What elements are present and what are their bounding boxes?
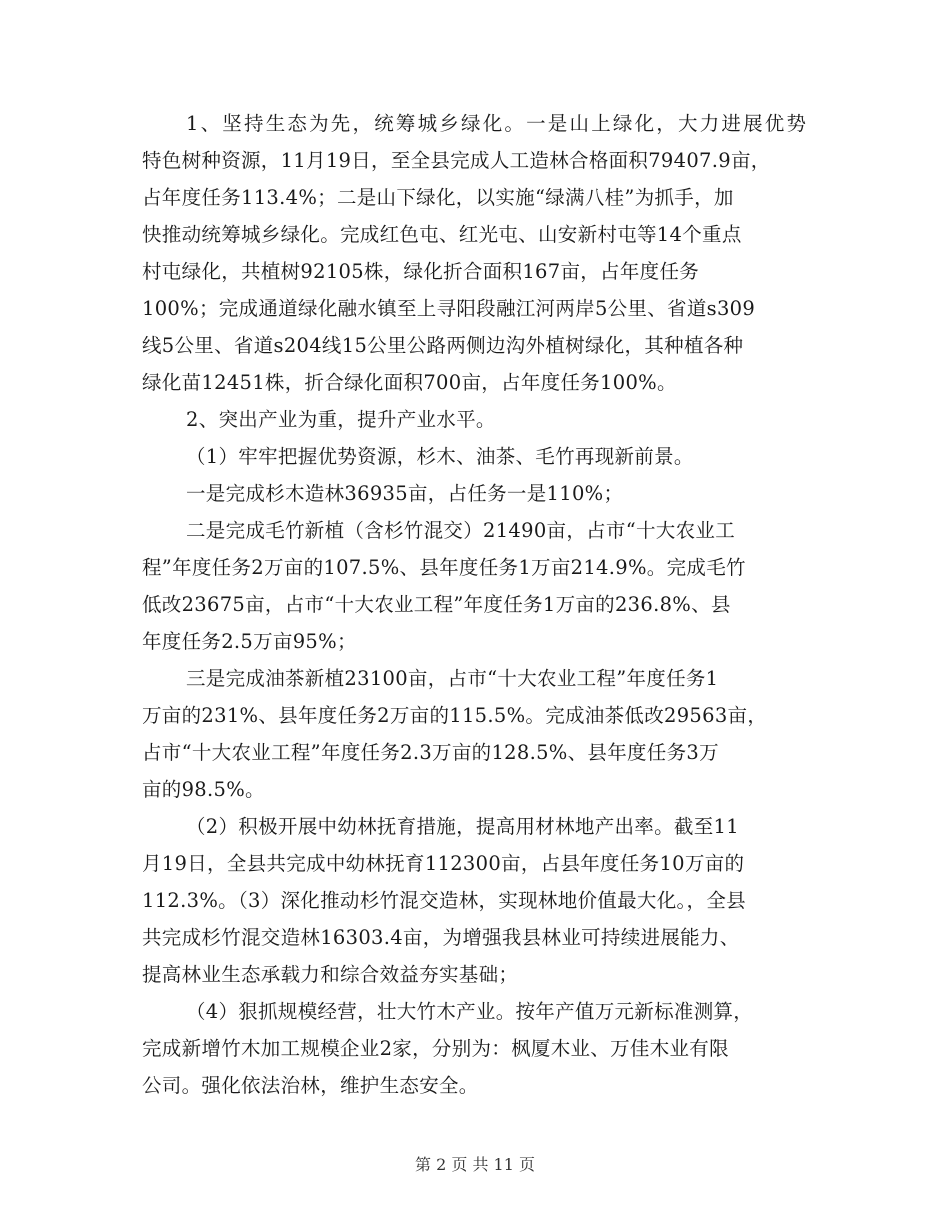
- text-line: 程”年度任务2万亩的107.5%、县年度任务1万亩214.9%。完成毛竹: [142, 556, 746, 579]
- text-line: 月19日，全县共完成中幼林抚育112300亩，占县年度任务10万亩的: [142, 852, 745, 875]
- text-line: 村屯绿化，共植树92105株，绿化折合面积167亩，占年度任务: [142, 260, 700, 283]
- text-line: 三是完成油茶新植23100亩，占市“十大农业工程”年度任务1: [186, 667, 719, 690]
- text-line: 绿化苗12451株，折合绿化面积700亩，占年度任务100%。: [142, 371, 677, 394]
- text-line: 占市“十大农业工程”年度任务2.3万亩的128.5%、县年度任务3万: [142, 741, 719, 764]
- text-line: 100%；完成通道绿化融水镇至上寻阳段融江河两岸5公里、省道s309: [142, 297, 756, 320]
- text-line: 公司。强化依法治林，维护生态安全。: [142, 1074, 479, 1097]
- text-line: 低改23675亩，占市“十大农业工程”年度任务1万亩的236.8%、县: [142, 593, 731, 616]
- text-line: 万亩的231%、县年度任务2万亩的115.5%。完成油茶低改29563亩，: [142, 704, 768, 727]
- text-line: （2）积极开展中幼林抚育措施，提高用材林地产出率。截至11: [186, 815, 739, 838]
- text-line: 亩的98.5%。: [142, 778, 265, 801]
- text-line: 2、突出产业为重，提升产业水平。: [186, 408, 496, 431]
- text-line: 特色树种资源，11月19日，至全县完成人工造林合格面积79407.9亩，: [142, 149, 771, 172]
- text-line: （4）狠抓规模经营，壮大竹木产业。按年产值万元新标准测算，: [186, 1000, 754, 1023]
- text-line: 占年度任务113.4%；二是山下绿化，以实施“绿满八桂”为抓手，加: [142, 186, 734, 209]
- text-line: 共完成杉竹混交造林16303.4亩，为增强我县林业可持续进展能力、: [142, 926, 740, 949]
- text-line: 快推动统筹城乡绿化。完成红色屯、红光屯、山安新村屯等14个重点: [142, 223, 742, 246]
- text-line: 完成新增竹木加工规模企业2家，分别为：枫厦木业、万佳木业有限: [142, 1037, 729, 1060]
- text-line: 1、坚持生态为先，统筹城乡绿化。一是山上绿化，大力进展优势: [186, 112, 809, 135]
- text-line: 提高林业生态承载力和综合效益夯实基础；: [142, 963, 519, 986]
- text-line: 112.3%。（3）深化推动杉竹混交造林，实现林地价值最大化。，全县: [142, 889, 746, 912]
- text-line: 二是完成毛竹新植（含杉竹混交）21490亩，占市“十大农业工: [186, 519, 736, 542]
- text-line: 线5公里、省道s204线15公里公路两侧边沟外植树绿化，其种植各种: [142, 334, 744, 357]
- text-line: 年度任务2.5万亩95%；: [142, 630, 357, 653]
- text-line: （1）牢牢把握优势资源，杉木、油茶、毛竹再现新前景。: [186, 445, 694, 468]
- page-number-footer: 第 2 页 共 11 页: [415, 1155, 535, 1174]
- text-line: 一是完成杉木造林36935亩，占任务一是110%；: [186, 482, 624, 505]
